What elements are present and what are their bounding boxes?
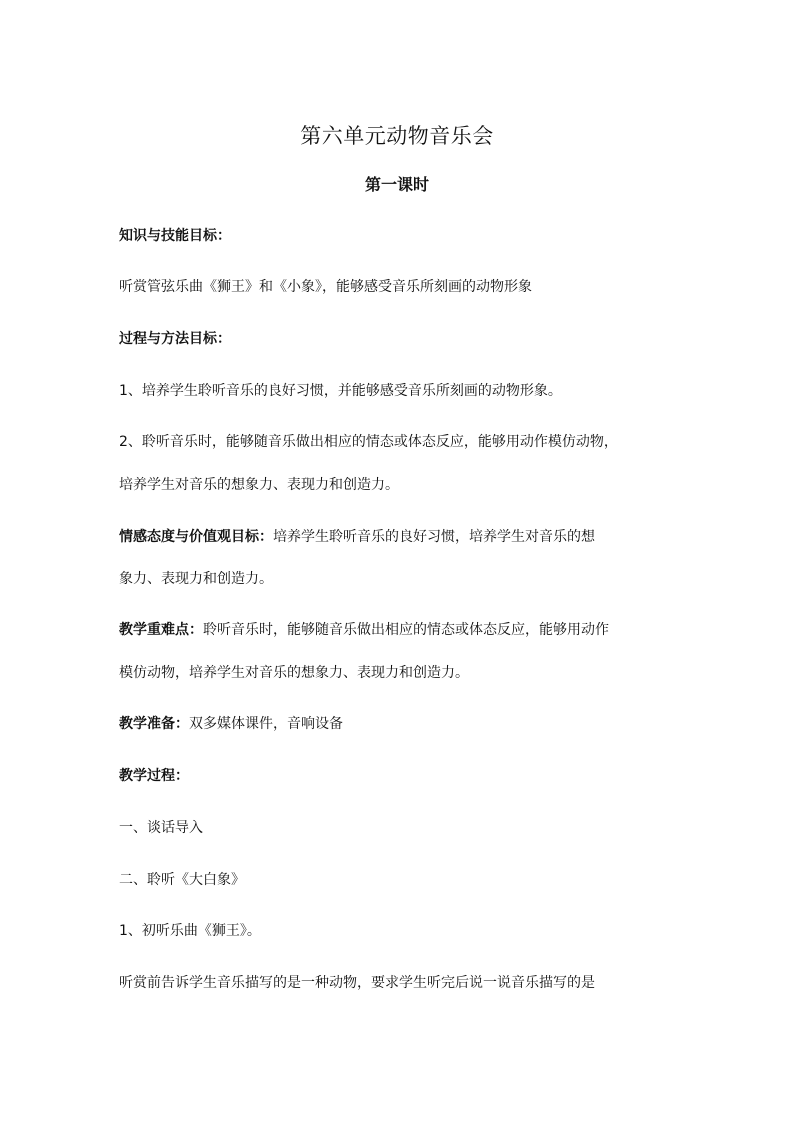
process-item-2-line-1: 2、聆听音乐时，能够随音乐做出相应的情态或体态反应，能够用动作模仿动物，: [119, 434, 618, 450]
prep-text: 双多媒体课件，音响设备: [189, 716, 343, 732]
teaching-process-heading: 教学过程：: [119, 768, 189, 784]
knowledge-text: 听赏管弦乐曲《狮王》和《小象》，能够感受音乐所刻画的动物形象: [119, 279, 532, 295]
prep-label: 教学准备：: [119, 716, 189, 732]
process-item-1: 1、培养学生聆听音乐的良好习惯，并能够感受音乐所刻画的动物形象。: [119, 383, 562, 399]
prep-paragraph: [119, 714, 684, 734]
lesson-subtitle: 第一课时: [364, 175, 429, 194]
emotion-paragraph-line-1: [119, 527, 684, 547]
step-1: 一、谈话导入: [119, 820, 203, 836]
difficulty-text-line-2: 模仿动物，培养学生对音乐的想象力、表现力和创造力。: [119, 665, 469, 681]
step-2-sub-1: 1、初听乐曲《狮王》。: [119, 923, 261, 939]
process-item-2-line-2: 培养学生对音乐的想象力、表现力和创造力。: [119, 477, 399, 493]
emotion-label: 情感态度与价值观目标：: [119, 529, 273, 545]
document-title: 第六单元动物音乐会: [300, 124, 494, 148]
emotion-text-1: 培养学生聆听音乐的良好习惯，培养学生对音乐的想: [273, 529, 595, 545]
difficulty-label: 教学重难点：: [119, 622, 203, 638]
step-2: 二、聆听《大白象》: [119, 872, 245, 888]
difficulty-text-1: 聆听音乐时，能够随音乐做出相应的情态或体态反应，能够用动作: [203, 622, 609, 638]
process-heading: 过程与方法目标：: [119, 331, 231, 347]
emotion-text-line-2: 象力、表现力和创造力。: [119, 571, 273, 587]
step-2-sub-1-text: 听赏前告诉学生音乐描写的是一种动物，要求学生听完后说一说音乐描写的是: [119, 975, 595, 991]
knowledge-heading: 知识与技能目标：: [119, 228, 231, 244]
difficulty-paragraph-line-1: [119, 620, 684, 640]
